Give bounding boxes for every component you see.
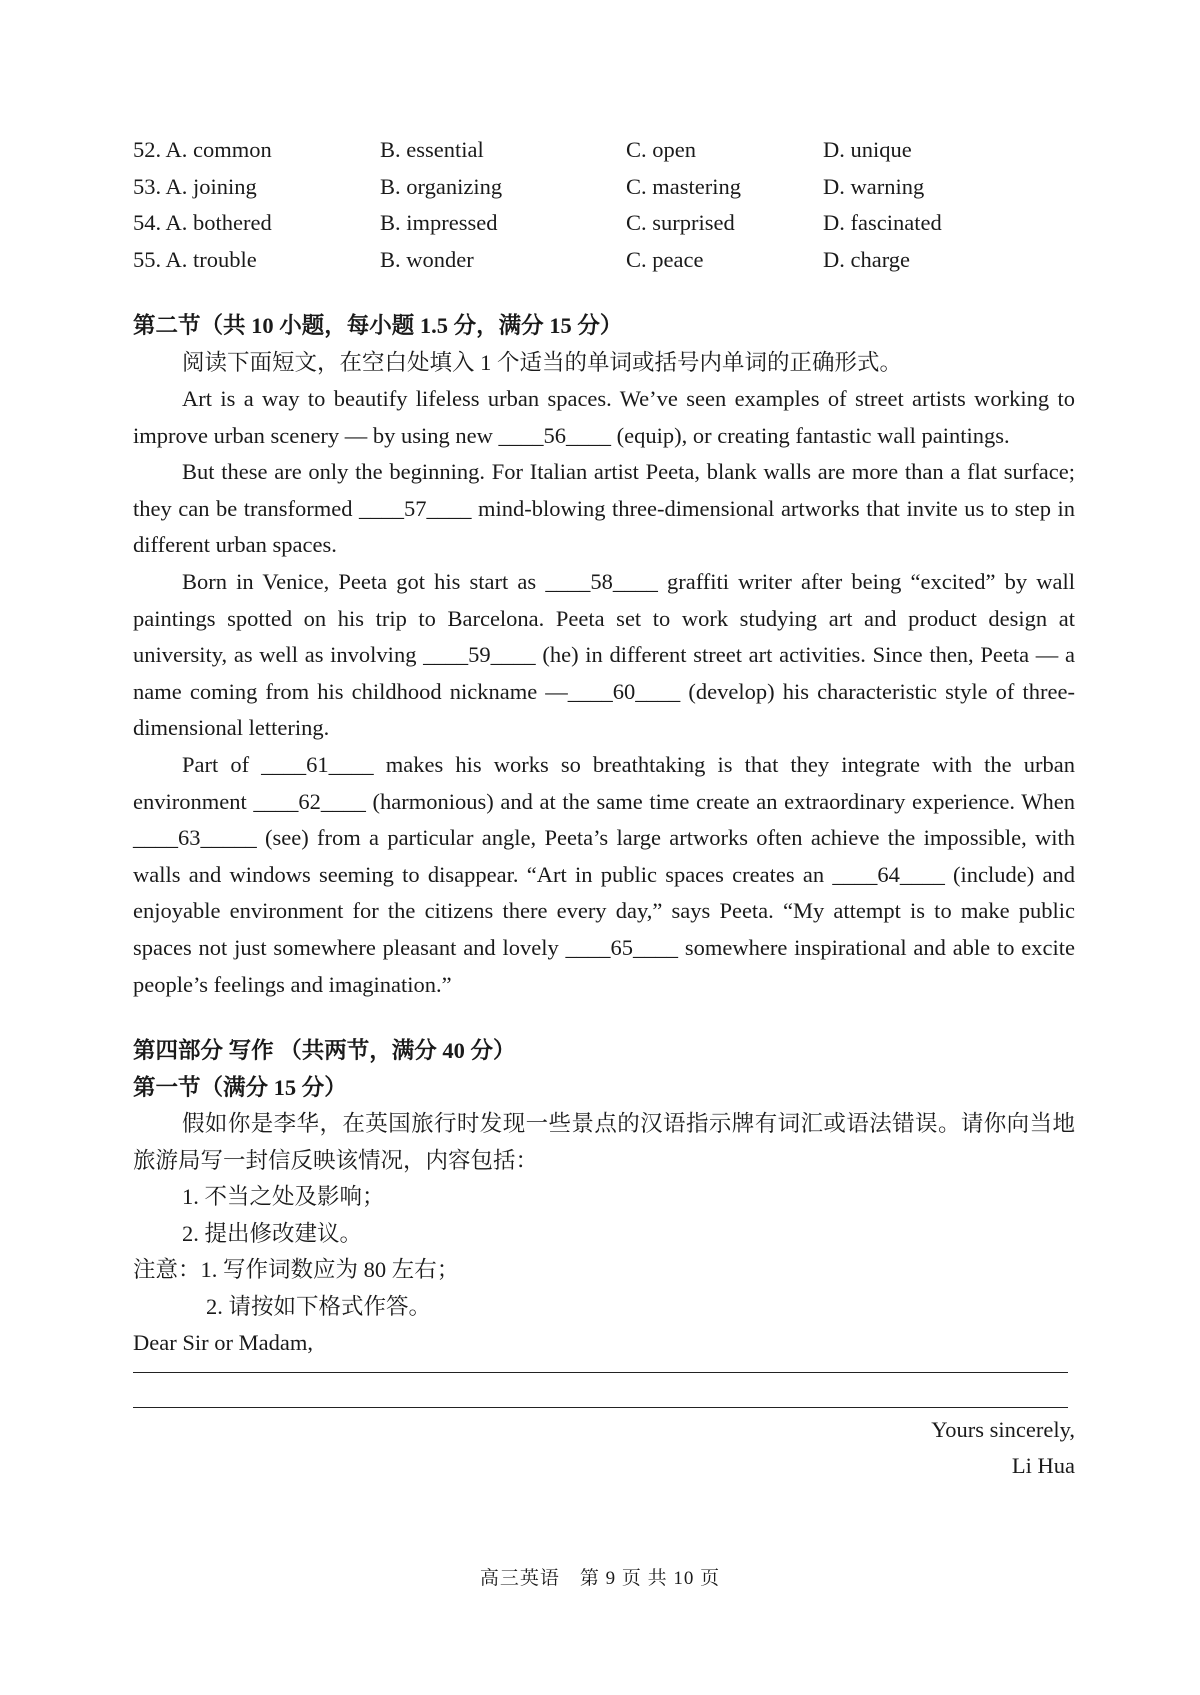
writing-notes-1: 注意：1. 写作词数应为 80 左右； — [133, 1257, 460, 1283]
part4-subheading: 第一节（满分 15 分） — [133, 1074, 347, 1100]
option-53-d: D. warning — [823, 173, 925, 199]
passage-paragraph-2: But these are only the beginning. For Italian artist Peeta, blank walls are more than a flat surface; they can be transformed ____57____ mind-blowing three-dimensional artworks that invite us to step in different urban spaces. — [133, 459, 1075, 558]
option-55-b: B. wonder — [380, 246, 474, 272]
option-54-c: C. surprised — [626, 210, 735, 235]
option-52-b: B. essential — [380, 137, 484, 162]
writing-notes-2: 2. 请按如下格式作答。 — [206, 1293, 432, 1319]
option-54-b: B. impressed — [380, 210, 498, 235]
option-53-c: C. mastering — [626, 173, 741, 199]
page-footer: 高三英语 第 9 页 共 10 页 — [479, 1568, 721, 1589]
letter-signature: Li Hua — [1011, 1453, 1075, 1479]
option-52-d: D. unique — [823, 137, 912, 162]
option-53-a: 53. A. joining — [133, 173, 257, 199]
section2-instruction: 阅读下面短文，在空白处填入 1 个适当的单词或括号内单词的正确形式。 — [182, 349, 903, 375]
choice-options — [133, 132, 1075, 278]
option-55-d: D. charge — [823, 246, 911, 272]
passage-paragraph-4: Part of ____61____ makes his works so breathtaking is that they integrate with the urban environment ____62____ (harmonious) and at the same time create an extraordinary experience. When ____63_____ (see) from a particular angle, Peeta’s large artworks often achieve the impossible, with walls and windows seeming to disappear. “Art in public spaces creates an ____64____ (include) and enjoyable environment for the citizens there every day,” says Peeta. “My attempt is to make public spaces not just somewhere pleasant and lovely ____65____ somewhere inspirational and able to excite people’s feelings and imagination.” — [133, 751, 1075, 997]
exam-page — [133, 132, 1075, 1485]
passage-paragraph-1: Art is a way to beautify lifeless urban spaces. We’ve seen examples of street artists working to improve urban scenery — by using new ____56____ (equip), or creating fantastic wall paintings. — [133, 386, 1075, 448]
writing-point-1: 1. 不当之处及影响； — [182, 1184, 385, 1210]
passage-paragraph-3: Born in Venice, Peeta got his start as ____58____ graffiti writer after being “excited” by wall paintings spotted on his trip to Barcelona. Peeta set to work studying art and product design at university, as well as involving ____59____ (he) in different street art activities. Since then, Peeta — a name coming from his childhood nickname —____60____ (develop) his characteristic style of three-dimensional lettering. — [133, 568, 1075, 741]
section2-heading: 第二节（共 10 小题，每小题 1.5 分，满分 15 分） — [133, 313, 623, 338]
option-52-a: 52. A. common — [133, 137, 272, 162]
writing-point-2: 2. 提出修改建议。 — [182, 1220, 363, 1246]
option-53-b: B. organizing — [380, 173, 503, 199]
writing-prompt: 假如你是李华，在英国旅行时发现一些景点的汉语指示牌有词汇或语法错误。请你向当地旅游局写一封信反映该情况，内容包括： — [133, 1111, 1075, 1173]
option-54-d: D. fascinated — [823, 210, 942, 235]
option-54-a: 54. A. bothered — [133, 210, 272, 235]
part4-heading: 第四部分 写作 （共两节，满分 40 分） — [133, 1038, 516, 1064]
letter-closing: Yours sincerely, — [931, 1416, 1075, 1442]
option-55-a: 55. A. trouble — [133, 246, 257, 272]
letter-salutation: Dear Sir or Madam, — [133, 1330, 313, 1356]
option-52-c: C. open — [626, 137, 696, 162]
option-55-c: C. peace — [626, 246, 704, 272]
